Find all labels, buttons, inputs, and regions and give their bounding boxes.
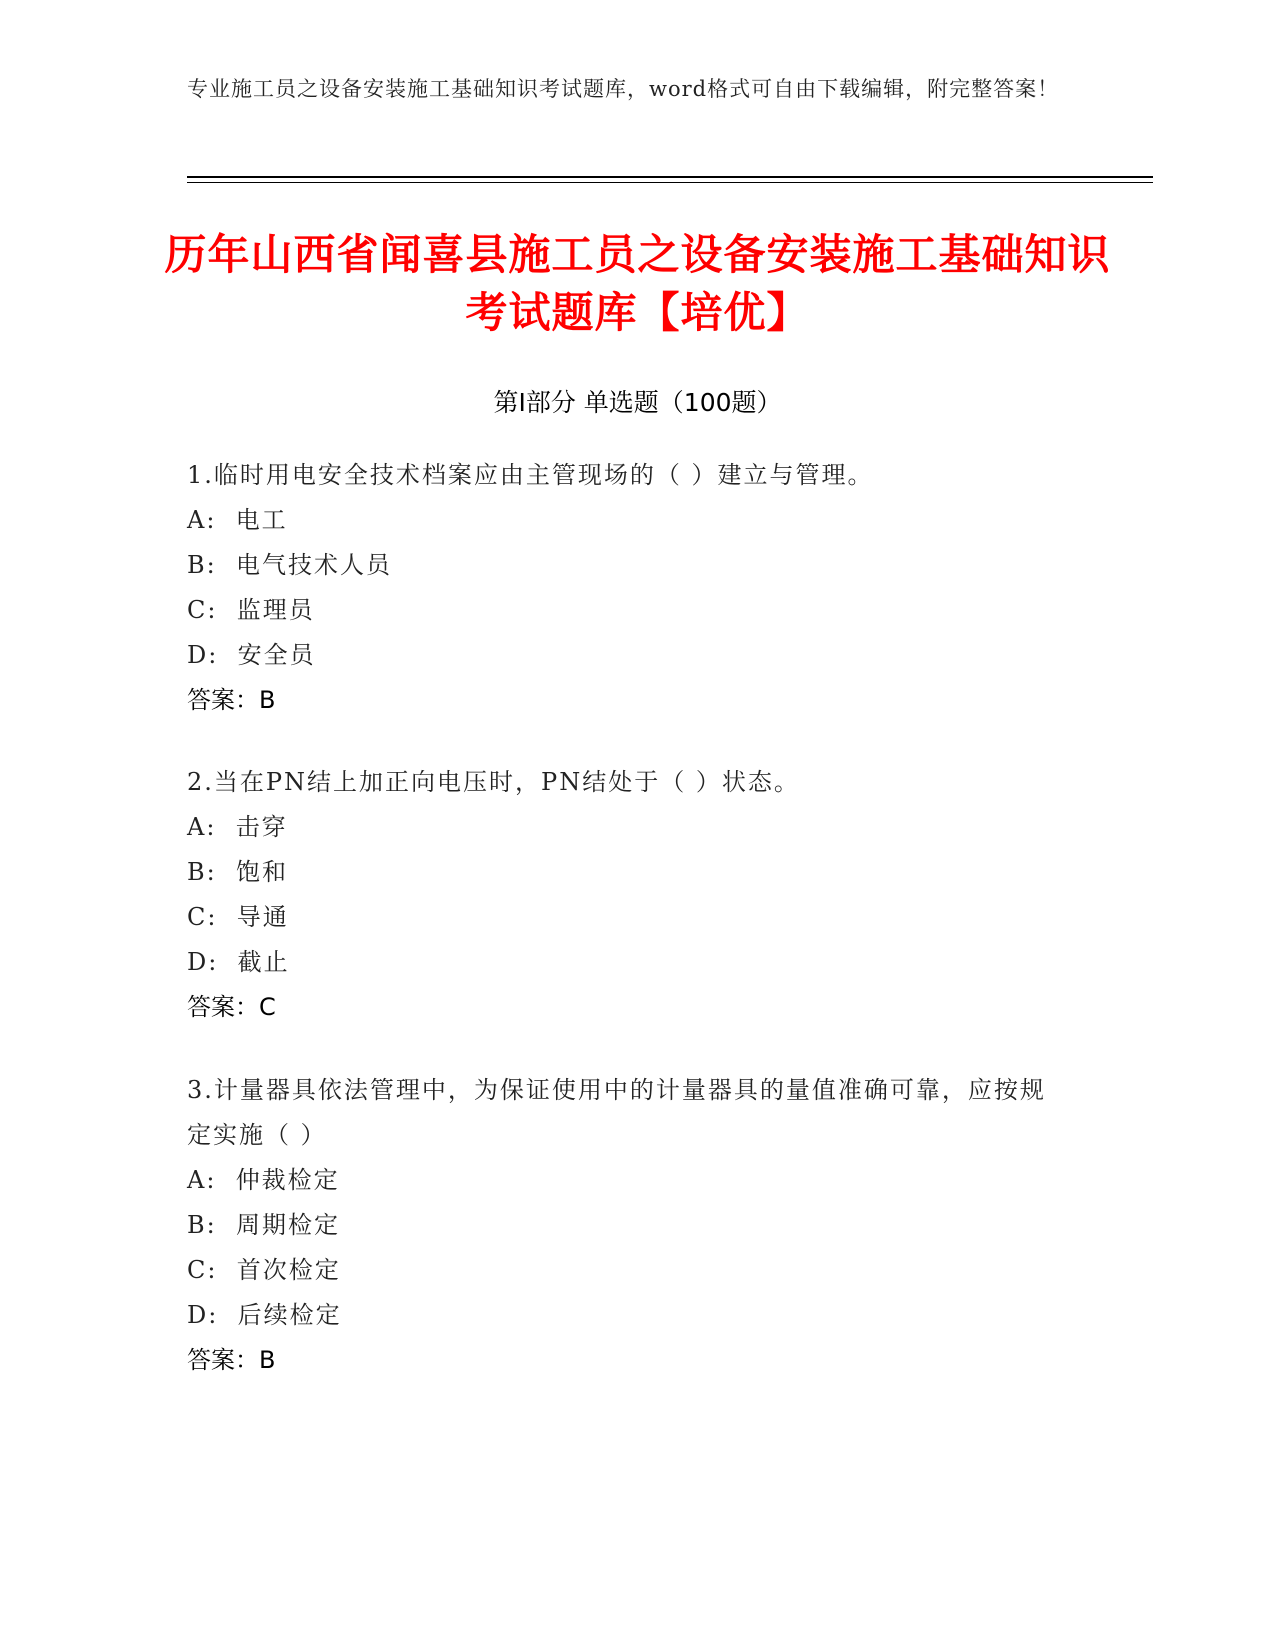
option-label: A: [187,813,217,841]
option-text: 导通 [236,903,289,931]
option-a [187,805,1067,850]
option-label: C: [187,1256,218,1284]
option-d [187,633,1067,678]
option-c [187,1248,1067,1293]
option-label: C: [187,596,218,624]
option-text: 饱和 [236,858,288,886]
option-text: 周期检定 [236,1211,340,1239]
option-a [187,498,1067,543]
answer: 答案：C [187,993,276,1021]
option-label: B: [187,551,217,579]
option-label: B: [187,858,217,886]
option-label: A: [187,1166,217,1194]
question-stem: 2.当在PN结上加正向电压时，PN结处于（ ）状态。 [187,768,800,796]
option-label: A: [187,506,217,534]
question-stem: 1.临时用电安全技术档案应由主管现场的（ ）建立与管理。 [187,461,874,489]
option-a [187,1158,1067,1203]
header-rule-thick [187,176,1153,178]
answer: 答案：B [187,686,276,714]
option-text: 监理员 [236,596,315,624]
option-label: D: [187,948,219,976]
answer: 答案：B [187,1346,276,1374]
question-stem: 3.计量器具依法管理中，为保证使用中的计量器具的量值准确可靠，应按规定实施（ ） [187,1076,1046,1149]
option-text: 电工 [235,506,288,534]
option-text: 后续检定 [237,1301,342,1329]
option-b [187,1203,1067,1248]
header-rule-thin [187,182,1153,183]
option-b [187,543,1067,588]
option-b [187,850,1067,895]
section-title: 第Ⅰ部分 单选题（100题） [493,388,782,417]
option-c [187,588,1067,633]
option-text: 首次检定 [236,1256,341,1284]
option-label: B: [187,1211,217,1239]
option-text: 安全员 [237,641,316,669]
question-1 [187,453,1067,723]
option-text: 截止 [237,948,290,976]
option-text: 电气技术人员 [236,551,392,579]
option-text: 仲裁检定 [235,1166,340,1194]
question-2 [187,760,1067,1030]
option-text: 击穿 [235,813,288,841]
option-d [187,940,1067,985]
option-label: D: [187,641,219,669]
option-c [187,895,1067,940]
header-note: 专业施工员之设备安装施工基础知识考试题库，word格式可自由下载编辑，附完整答案！ [187,77,1060,101]
option-label: D: [187,1301,219,1329]
document-title: 历年山西省闻喜县施工员之设备安装施工基础知识考试题库【培优】 [164,230,1111,337]
option-d [187,1293,1067,1338]
question-3 [187,1068,1067,1383]
option-label: C: [187,903,218,931]
